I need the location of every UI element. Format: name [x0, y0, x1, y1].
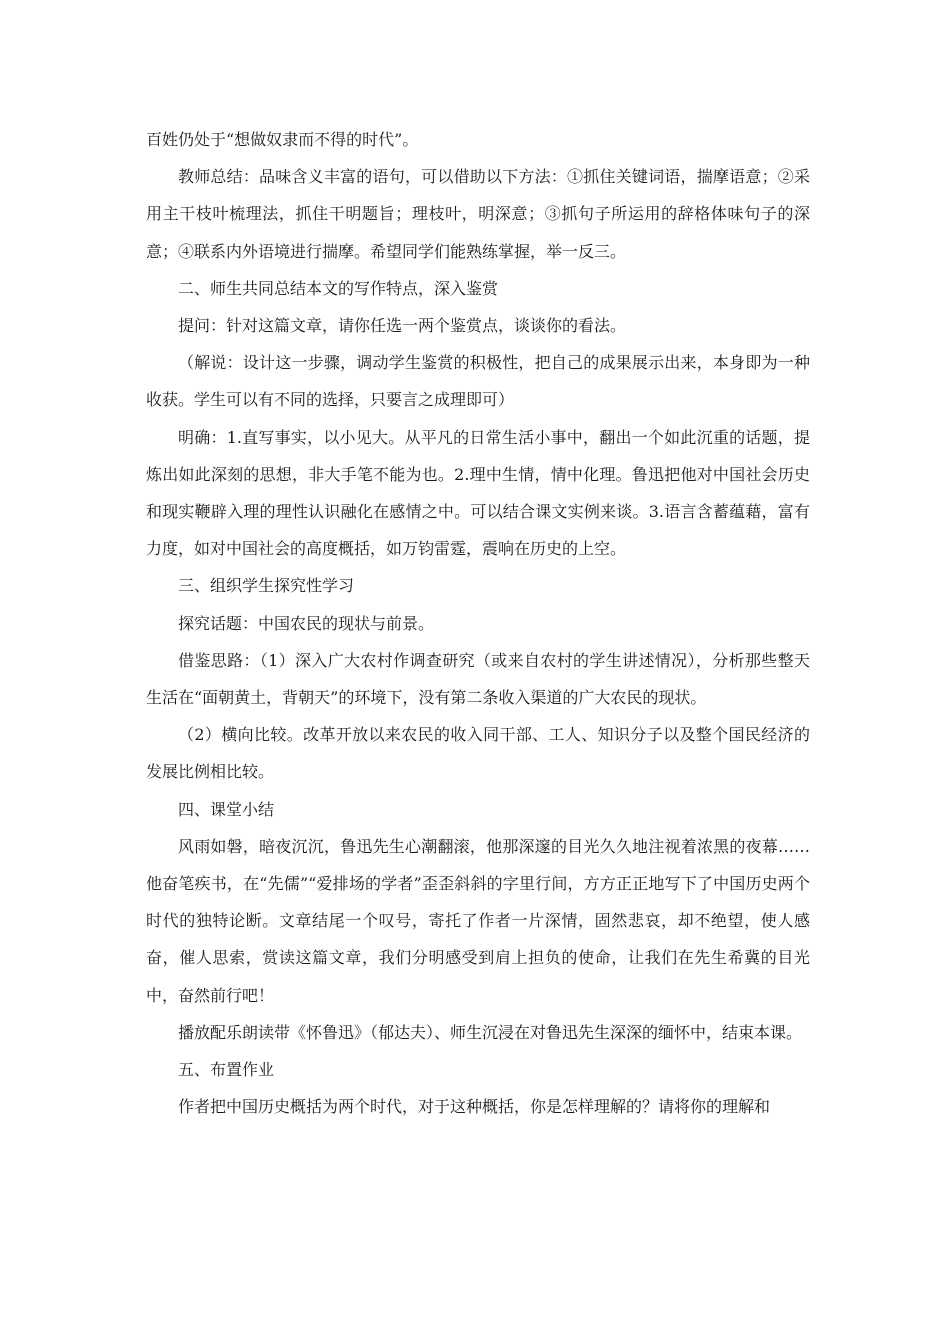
paragraph-summary-text: 风雨如磐，暗夜沉沉，鲁迅先生心潮翻滚，他那深邃的目光久久地注视着浓黑的夜幕……他奋笔疾书，在“先儒”“爱排场的学者”歪歪斜斜的字里行间，方方正正地写下了中国历史两个时代的独特论断。文章结尾一个叹号，寄托了作者一片深情，固然悲哀，却不绝望，使人感奋，催人思索，赏读这篇文章，我们分明感受到肩上担负的使命，让我们在先生希冀的目光中，奋然前行吧！	[146, 836, 810, 1005]
paragraph-inquiry-topic: 探究话题：中国农民的现状与前景。	[178, 613, 435, 633]
paragraph-clarification: 明确：1.直写事实，以小见大。从平凡的日常生活小事中，翻出一个如此沉重的话题，提炼出如此深刻的思想，非大手笔不能为也。2.理中生情，情中化理。鲁迅把他对中国社会历史和现实鞭辟入理的理性认识融化在感情之中。可以结合课文实例来谈。3.语言含蓄蕴藉，富有力度，如对中国社会的高度概括，如万钧雷霆，震响在历史的上空。	[146, 427, 810, 559]
section-heading-writing-features: 二、师生共同总结本文的写作特点，深入鉴赏	[178, 278, 499, 298]
section-heading-homework: 五、布置作业	[178, 1060, 275, 1080]
document-body	[146, 121, 810, 1125]
section-heading-class-summary: 四、课堂小结	[178, 799, 275, 819]
paragraph-teacher-summary: 教师总结：品味含义丰富的语句，可以借助以下方法：①抓住关键词语，揣摩语意；②采用主干枝叶梳理法，抓住干明题旨；理枝叶，明深意；③抓句子所运用的辞格体味句子的深意；④联系内外语境进行揣摩。希望同学们能熟练掌握，举一反三。	[146, 167, 810, 261]
section-heading-inquiry-learning: 三、组织学生探究性学习	[178, 576, 355, 596]
paragraph-continuation: 百姓仍处于“想做奴隶而不得的时代”。	[146, 130, 419, 149]
paragraph-reference-approach: 借鉴思路：（1）深入广大农村作调查研究（或来自农村的学生讲述情况），分析那些整天生活在“面朝黄土，背朝天”的环境下，没有第二条收入渠道的广大农民的现状。	[146, 650, 810, 708]
paragraph-recitation: 播放配乐朗读带《怀鲁迅》（郁达夫）、师生沉浸在对鲁迅先生深深的缅怀中，结束本课。	[178, 1022, 803, 1042]
paragraph-question: 提问：针对这篇文章，请你任选一两个鉴赏点，谈谈你的看法。	[178, 316, 627, 336]
paragraph-horizontal-comparison: （2）横向比较。改革开放以来农民的收入同干部、工人、知识分子以及整个国民经济的发展比例相比较。	[146, 725, 810, 782]
paragraph-explanation-note: （解说：设计这一步骤，调动学生鉴赏的积极性，把自己的成果展示出来，本身即为一种收获。学生可以有不同的选择，只要言之成理即可）	[146, 353, 810, 410]
paragraph-homework-text: 作者把中国历史概括为两个时代，对于这种概括，你是怎样理解的？请将你的理解和	[178, 1097, 771, 1117]
